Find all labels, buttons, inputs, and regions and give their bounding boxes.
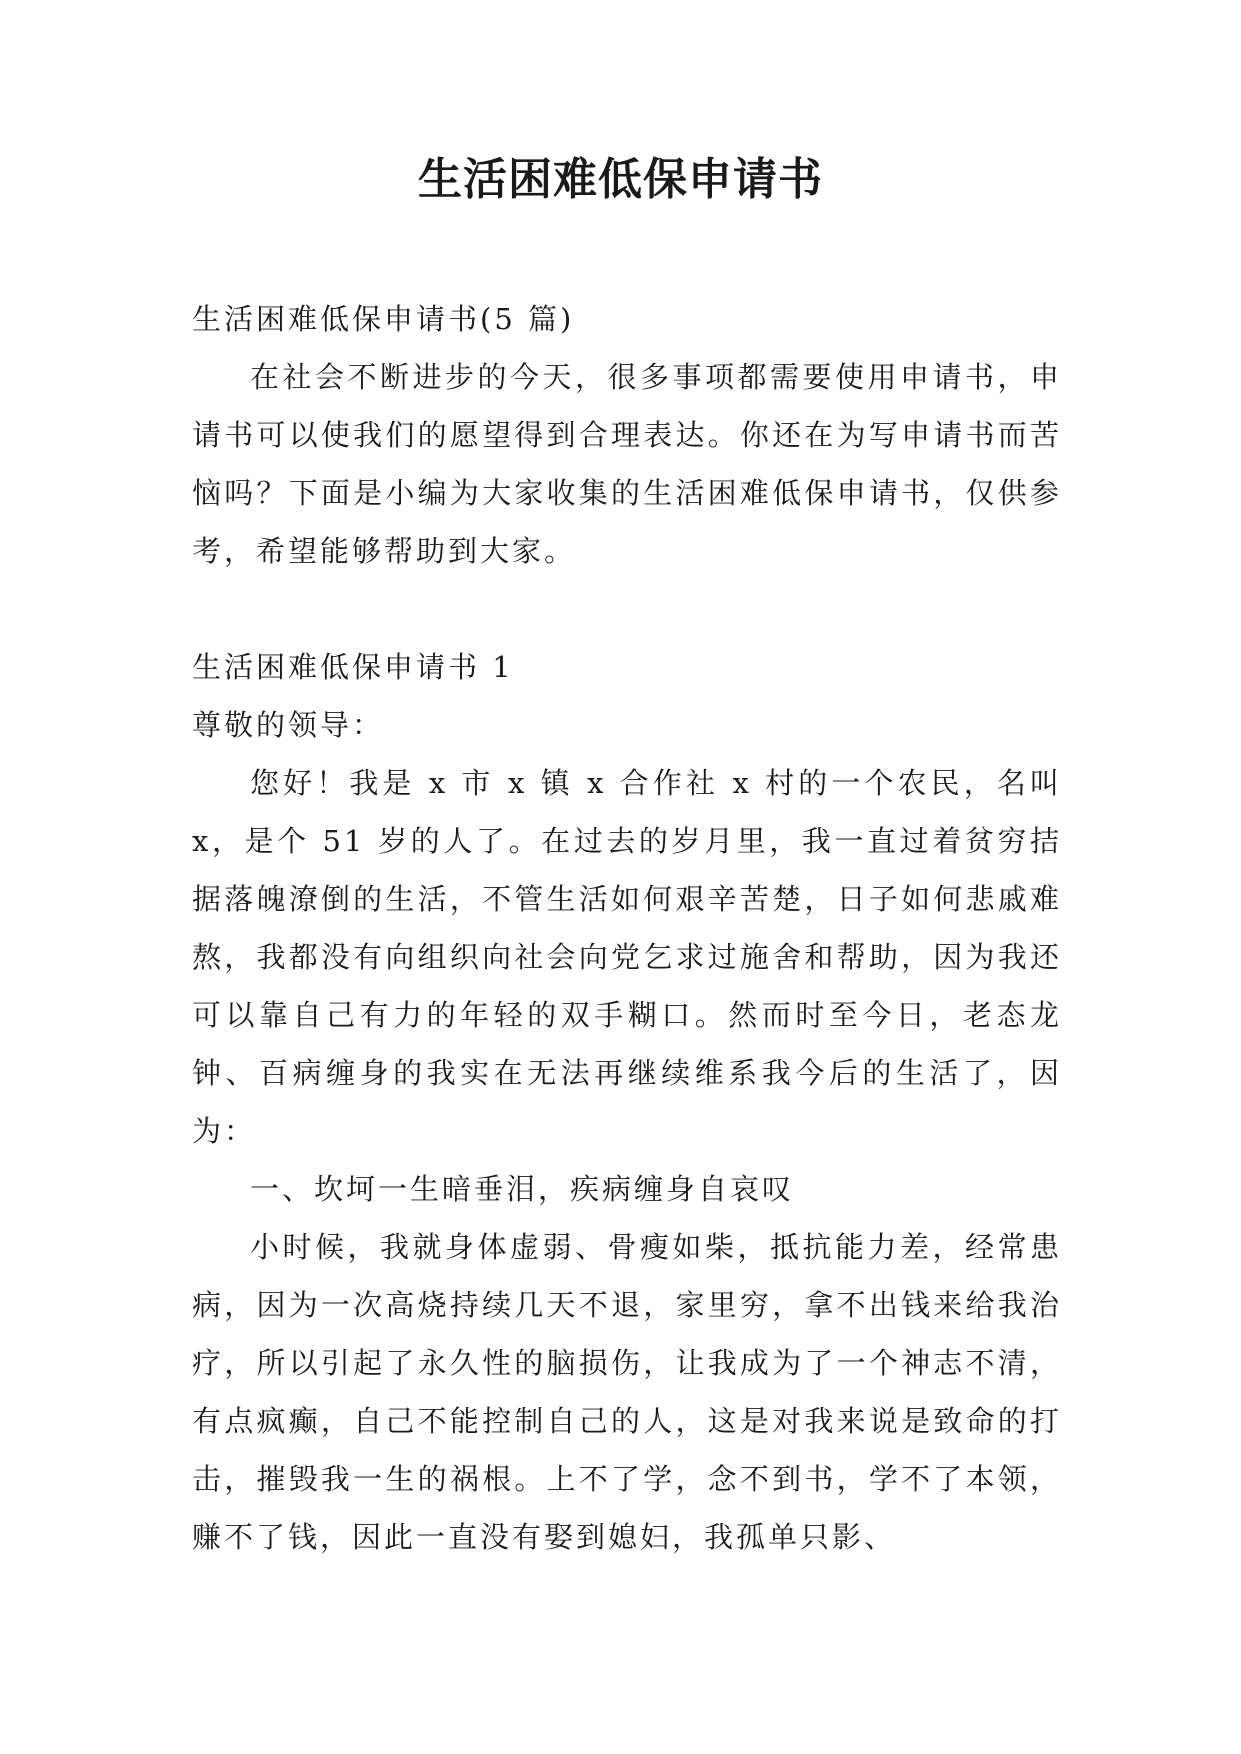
salutation: 尊敬的领导：	[192, 708, 385, 742]
document-title: 生活困难低保申请书	[418, 154, 823, 205]
paragraph-gap	[192, 580, 1062, 638]
document-body	[192, 290, 1062, 1566]
intro-paragraph: 在社会不断进步的今天，很多事项都需要使用申请书，申请书可以使我们的愿望得到合理表达。你还在为写申请书而苦恼吗？下面是小编为大家收集的生活困难低保申请书，仅供参考，希望能够帮助到大家。	[192, 360, 1062, 568]
body-paragraph-1: 您好！我是 x 市 x 镇 x 合作社 x 村的一个农民，名叫 x，是个 51 岁的人了。在过去的岁月里，我一直过着贫穷拮据落魄潦倒的生活，不管生活如何艰辛苦楚，日子如何悲戚难熬，我都没有向组织向社会向党乞求过施舍和帮助，因为我还可以靠自己有力的年轻的双手糊口。然而时至今日，老态龙钟、百病缠身的我实在无法再继续维系我今后的生活了，因为：	[192, 766, 1062, 1148]
point-heading-1: 一、坎坷一生暗垂泪，疾病缠身自哀叹	[250, 1172, 795, 1206]
section-heading: 生活困难低保申请书 1	[192, 650, 514, 684]
document-subtitle: 生活困难低保申请书(5 篇)	[192, 302, 575, 336]
body-paragraph-2: 小时候，我就身体虚弱、骨瘦如柴，抵抗能力差，经常患病，因为一次高烧持续几天不退，家里穷，拿不出钱来给我治疗，所以引起了永久性的脑损伤，让我成为了一个神志不清，有点疯癫，自己不能控制自己的人，这是对我来说是致命的打击，摧毁我一生的祸根。上不了学，念不到书，学不了本领，赚不了钱，因此一直没有娶到媳妇，我孤单只影、	[192, 1230, 1062, 1554]
